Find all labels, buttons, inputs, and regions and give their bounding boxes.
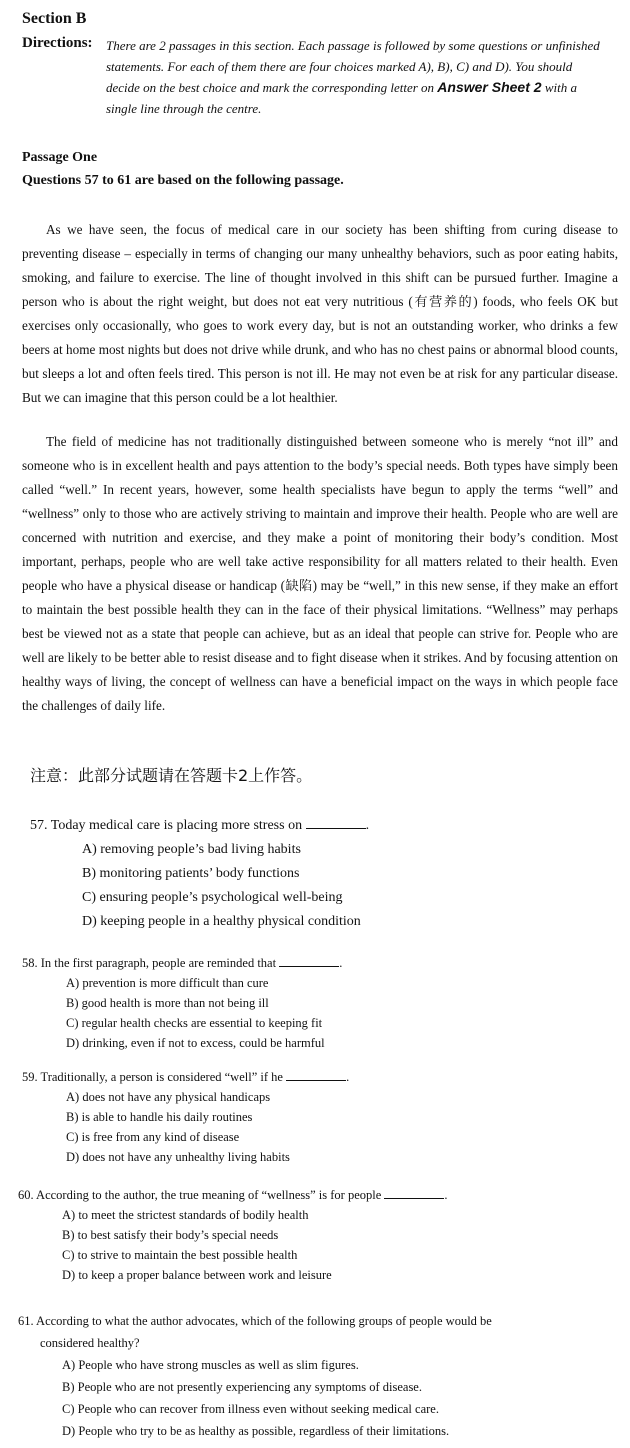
option-a[interactable]: A) removing people’s bad living habits	[82, 842, 301, 857]
question-57	[30, 814, 610, 934]
option-b[interactable]: B) is able to handle his daily routines	[66, 1110, 253, 1124]
answer-blank	[306, 816, 366, 829]
section-title: Section B	[22, 10, 87, 27]
option-b[interactable]: B) monitoring patients’ body functions	[82, 866, 300, 881]
option-a[interactable]: A) does not have any physical handicaps	[66, 1090, 271, 1104]
option-c[interactable]: C) regular health checks are essential to keeping fit	[66, 1016, 323, 1030]
option-a[interactable]: A) prevention is more difficult than cure	[66, 976, 269, 990]
option-c[interactable]: C) to strive to maintain the best possible health	[62, 1248, 298, 1262]
question-59	[22, 1067, 602, 1167]
question-58	[22, 953, 602, 1053]
answer-blank	[279, 954, 339, 967]
option-d[interactable]: D) drinking, even if not to excess, could be harmful	[66, 1036, 325, 1050]
option-d[interactable]: D) People who try to be as healthy as possible, regardless of their limitations.	[62, 1424, 450, 1438]
option-b[interactable]: B) to best satisfy their body’s special needs	[62, 1228, 279, 1242]
answer-sheet-label: Answer Sheet 2	[437, 79, 542, 95]
question-stem: 59. Traditionally, a person is considered “well” if he .	[22, 1070, 350, 1084]
question-stem-continued: considered healthy?	[40, 1336, 140, 1350]
option-d[interactable]: D) does not have any unhealthy living habits	[66, 1150, 290, 1164]
option-a[interactable]: A) People who have strong muscles as well as slim figures.	[62, 1358, 359, 1372]
answer-blank	[286, 1068, 346, 1081]
answer-note: 注意：此部分试题请在答题卡2上作答。	[30, 766, 313, 785]
option-b[interactable]: B) People who are not presently experiencing any symptoms of disease.	[62, 1380, 422, 1394]
answer-blank	[384, 1186, 444, 1199]
question-stem: 60. According to the author, the true meaning of “wellness” is for people .	[18, 1188, 448, 1202]
option-b[interactable]: B) good health is more than not being ill	[66, 996, 269, 1010]
directions-label: Directions:	[22, 35, 93, 51]
option-c[interactable]: C) is free from any kind of disease	[66, 1130, 240, 1144]
option-d[interactable]: D) to keep a proper balance between work and leisure	[62, 1268, 332, 1282]
option-a[interactable]: A) to meet the strictest standards of bodily health	[62, 1208, 309, 1222]
option-d[interactable]: D) keeping people in a healthy physical condition	[82, 914, 361, 929]
option-c[interactable]: C) ensuring people’s psychological well-being	[82, 890, 343, 905]
directions-body: There are 2 passages in this section. Each passage is followed by some questions or unfinished statements. For each of them there are four choices marked A), B), C) and D). You should decide on the best choice and mark the corresponding letter on	[106, 38, 600, 95]
question-60	[18, 1185, 598, 1285]
question-stem: 57. Today medical care is placing more stress on .	[30, 818, 370, 833]
directions-text	[106, 35, 601, 119]
question-61	[18, 1310, 598, 1442]
passage-title: Passage One	[22, 150, 98, 165]
question-stem: 58. In the first paragraph, people are reminded that .	[22, 956, 343, 970]
passage-paragraph-2: The field of medicine has not traditionally distinguished between someone who is merely “not ill” and someone who is in excellent health and pays attention to the body’s special needs. Both types have simply been called “well.” In recent years, however, some health specialists have begun to apply the terms “well” and “wellness” only to those who are actively striving to maintain and improve their health. People who are well are concerned with nutrition and exercise, and they make a point of monitoring their body’s condition. Most important, perhaps, people who are well take active responsibility for all matters related to their health. Even people who have a physical disease or handicap (缺陷) may be “well,” in this new sense, if they make an effort to maintain the best possible health they can in the face of their physical limitations. “Wellness” may perhaps best be viewed not as a state that people can achieve, but as an ideal that people can strive for. People who are well are likely to be better able to resist disease and to fight disease when it strikes. And by focusing attention on healthy ways of living, the concept of wellness can have a beneficial impact on the ways in which people face the challenges of daily life.	[22, 434, 618, 713]
directions-tail: with a single line through the centre.	[106, 80, 577, 116]
passage-paragraph-1: As we have seen, the focus of medical care in our society has been shifting from curing disease to preventing disease – especially in terms of changing our many unhealthy behaviors, such as poor eating habits, smoking, and failure to exercise. The line of thought involved in this shift can be pursued further. Imagine a person who is about the right weight, but does not eat very nutritious (有营养的) foods, who feels OK but exercises only occasionally, who goes to work every day, but is not an outstanding worker, who drinks a few beers at home most nights but does not drive while drunk, and who has no chest pains or abnormal blood counts, but sleeps a lot and often feels tired. This person is not ill. He may not even be at risk for any particular disease. But we can imagine that this person could be a lot healthier.	[22, 222, 618, 405]
passage-subtitle: Questions 57 to 61 are based on the following passage.	[22, 173, 344, 188]
option-c[interactable]: C) People who can recover from illness even without seeking medical care.	[62, 1402, 439, 1416]
question-stem: 61. According to what the author advocates, which of the following groups of people would be	[18, 1314, 492, 1328]
